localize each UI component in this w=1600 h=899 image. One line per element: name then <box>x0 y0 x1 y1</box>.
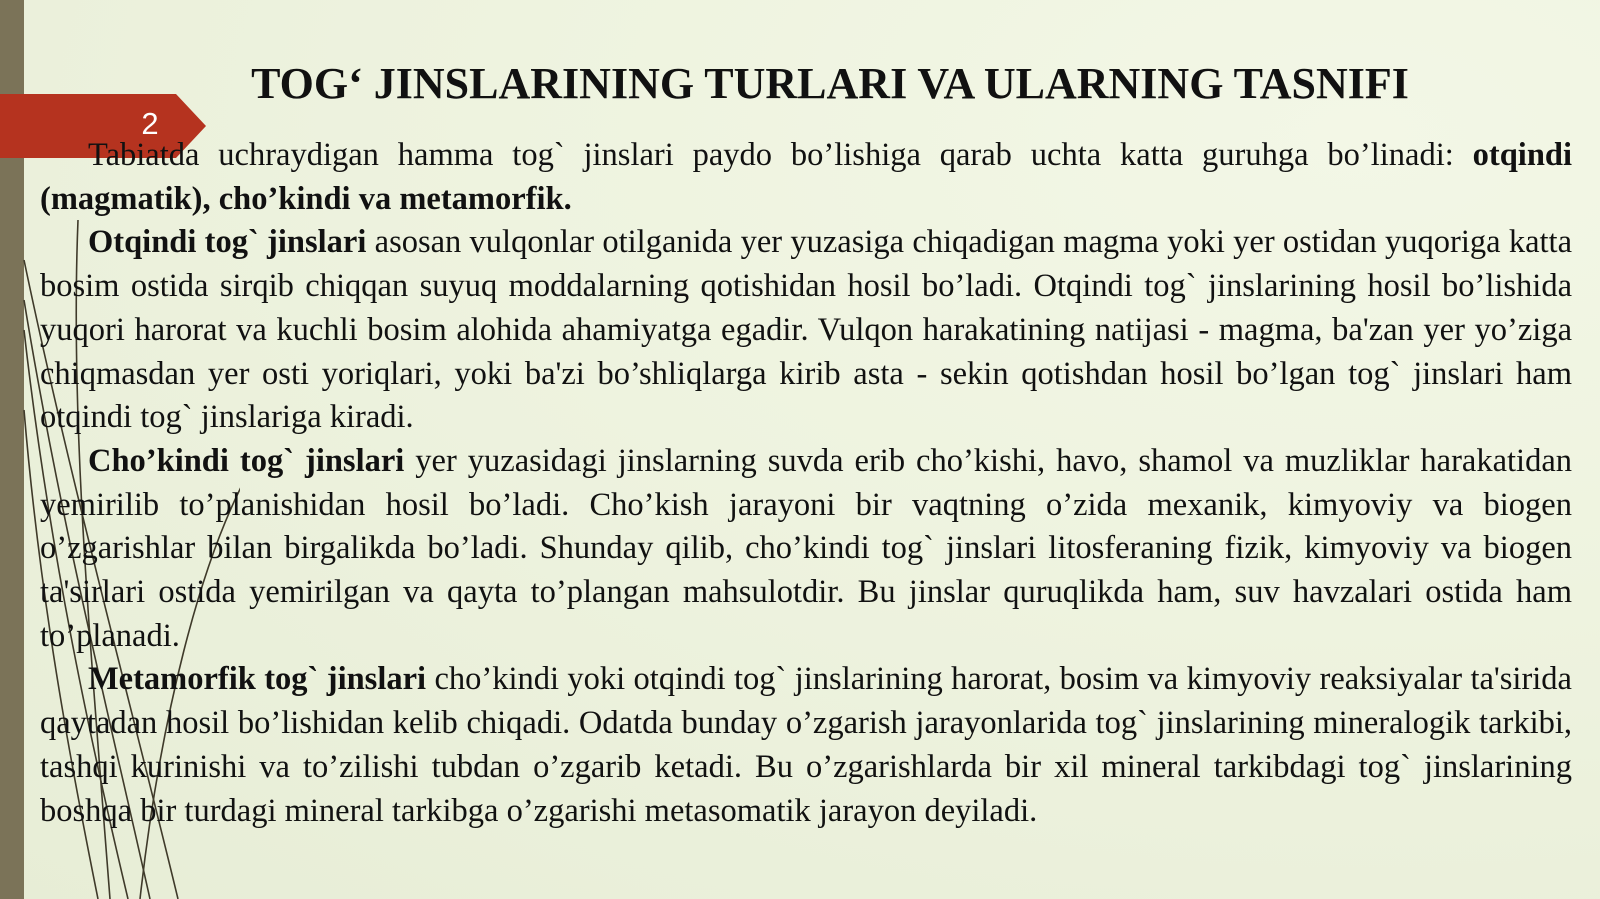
paragraph-heading: Cho’kindi tog` jinslari <box>88 442 405 479</box>
paragraph-metamorfik <box>40 658 1572 833</box>
paragraph-heading: Metamorfik tog` jinslari <box>88 661 427 698</box>
paragraph-text: cho’kindi yoki otqindi tog` jinslarining harorat, bosim va kimyoviy reaksiyalar ta'sirida qaytadan hosil bo’lishidan kelib chiqadi. Odatda bunday o’zgarish jarayonlarida tog` jinslarining mineralogik tarkibi, tashqi kurinishi va to’zilishi tubdan o’zgarib ketadi. Bu o’zgarishlarda bir xil mineral tarkibdagi tog` jinslarining boshqa bir turdagi mineral tarkibga o’zgarishi metasomatik jarayon deyiladi. <box>40 661 1572 829</box>
paragraph-heading: Otqindi tog` jinslari <box>88 224 367 261</box>
paragraph-text: yer yuzasidagi jinslarning suvda erib cho’kishi, havo, shamol va muzliklar harakatidan yemirilib to’planishidan hosil bo’ladi. Cho’kish jarayoni bir vaqtning o’zida mexanik, kimyoviy va biogen o’zgarishlar bilan birgalikda bo’ladi. Shunday qilib, cho’kindi tog` jinslari litosferaning fizik, kimyoviy va biogen ta'sirlari ostida yemirilgan va qayta to’plangan mahsulotdir. Bu jinslar quruqlikda ham, suv havzalari ostida ham to’planadi. <box>40 442 1573 654</box>
slide-number: 2 <box>141 106 159 141</box>
paragraph-text: Tabiatda uchraydigan hamma tog` jinslari paydo bo’lishiga qarab uchta katta guruhga bo’linadi: <box>88 137 1473 173</box>
paragraph-text: asosan vulqonlar otilganida yer yuzasiga chiqadigan magma yoki yer ostidan yuqoriga katta bosim ostida sirqib chiqqan suyuq moddalarning qotishidan hosil bo’ladi. Otqindi tog` jinslarining hosil bo’lishida yuqori harorat va kuchli bosim alohida ahamiyatga egadir. Vulqon harakatining natijasi - magma, ba'zan yer yo’ziga chiqmasdan yer osti yoriqlari, yoki ba'zi bo’shliqlarga kirib asta - sekin qotishdan hosil bo’lgan tog` jinslari ham otqindi tog` jinslariga kiradi. <box>40 224 1572 436</box>
body-text <box>40 134 1572 833</box>
paragraph-intro <box>40 134 1572 221</box>
paragraph-otqindi <box>40 221 1572 440</box>
slide-title: TOG‘ JINSLARINING TURLARI VA ULARNING TASNIFI <box>251 59 1409 108</box>
paragraph-chokindi <box>40 440 1572 659</box>
paragraph-bold-tail: otqindi (magmatik), cho’kindi va metamorfik. <box>40 137 1572 217</box>
